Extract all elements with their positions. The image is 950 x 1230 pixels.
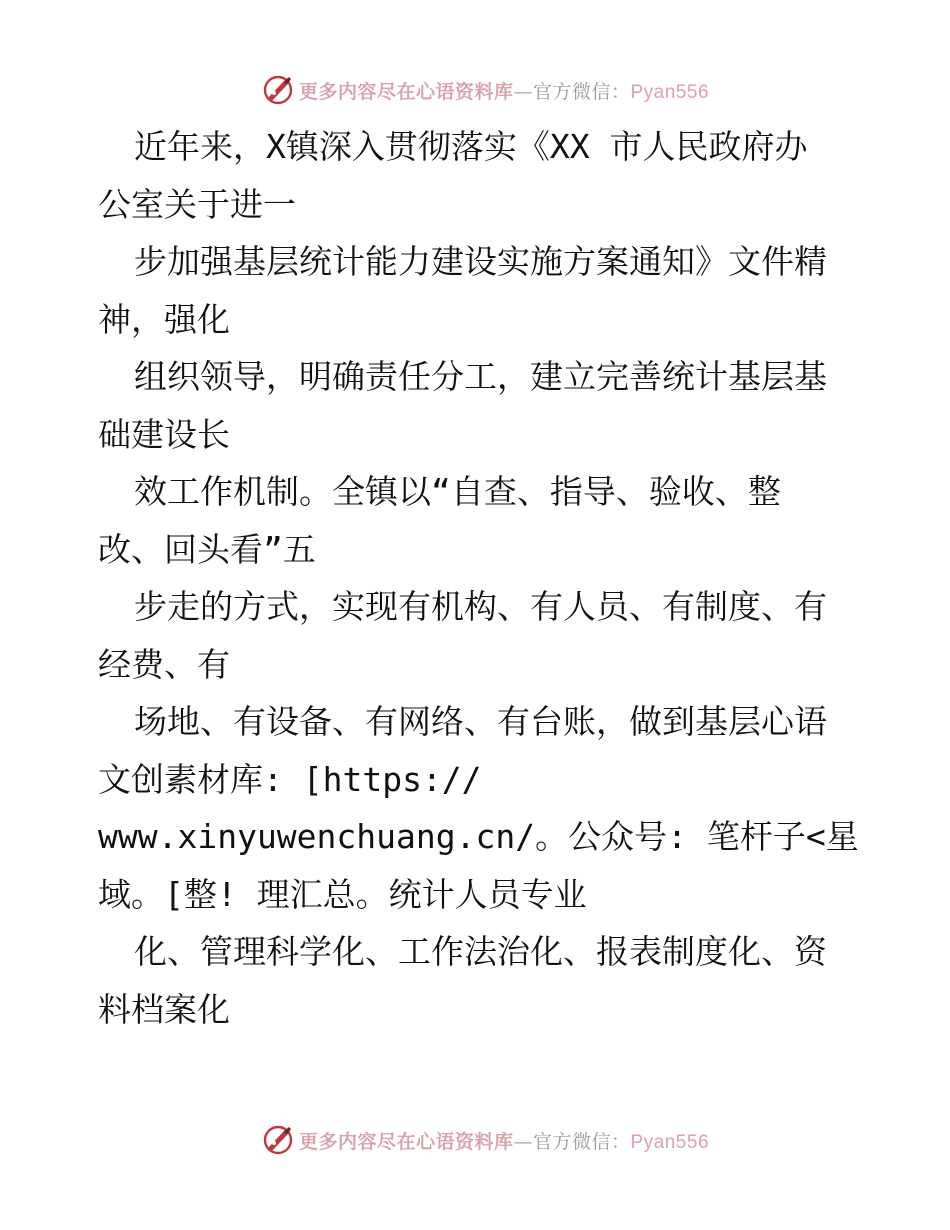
header-banner-content [261,73,709,107]
body-line: 步走的方式，实现有机构、有人员、有制度、有 [134,587,827,626]
header-banner-text [299,77,709,104]
banner-main-text: 更多内容尽在心语资料库 [298,1130,514,1153]
body-line: 场地、有设备、有网络、有台账，做到基层心语 [134,702,827,741]
body-line: 文创素材库: [https:// [98,759,482,799]
header-banner [0,70,950,110]
banner-separator: — [513,80,533,103]
banner-wechat-id: Pyan556 [630,1131,710,1153]
banner-wechat-label: 官方微信： [532,1130,631,1153]
body-line: 公室关于进一 [98,184,296,224]
body-line: 经费、有 [98,644,230,684]
body-line: 化、管理科学化、工作法治化、报表制度化、资 [134,932,827,971]
pen-logo-icon [261,73,295,107]
body-line: 料档案化 [98,989,230,1029]
body-line: www.xinyuwenchuang.cn/。公众号: 笔杆子<星 [98,817,859,856]
body-line: 步加强基层统计能力建设实施方案通知》文件精 [134,242,827,281]
body-line: 神，强化 [98,299,230,339]
banner-wechat-label: 官方微信： [532,80,631,103]
body-line: 域。[整! 理汇总。统计人员专业 [98,874,587,914]
body-line: 组织领导，明确责任分工，建立完善统计基层基 [134,357,827,396]
pen-logo-icon [261,1123,295,1157]
banner-wechat-id: Pyan556 [630,81,710,103]
footer-banner-content [261,1123,709,1157]
body-line: 效工作机制。全镇以“自查、指导、验收、整 [134,472,781,511]
footer-banner [0,1120,950,1160]
document-body [98,118,878,1038]
banner-main-text: 更多内容尽在心语资料库 [298,80,514,103]
body-line: 近年来，X镇深入贯彻落实《XX 市人民政府办 [134,127,808,166]
banner-separator: — [513,1130,533,1153]
footer-banner-text [299,1127,709,1154]
body-line: 础建设长 [98,414,230,454]
body-line: 改、回头看”五 [98,529,316,569]
